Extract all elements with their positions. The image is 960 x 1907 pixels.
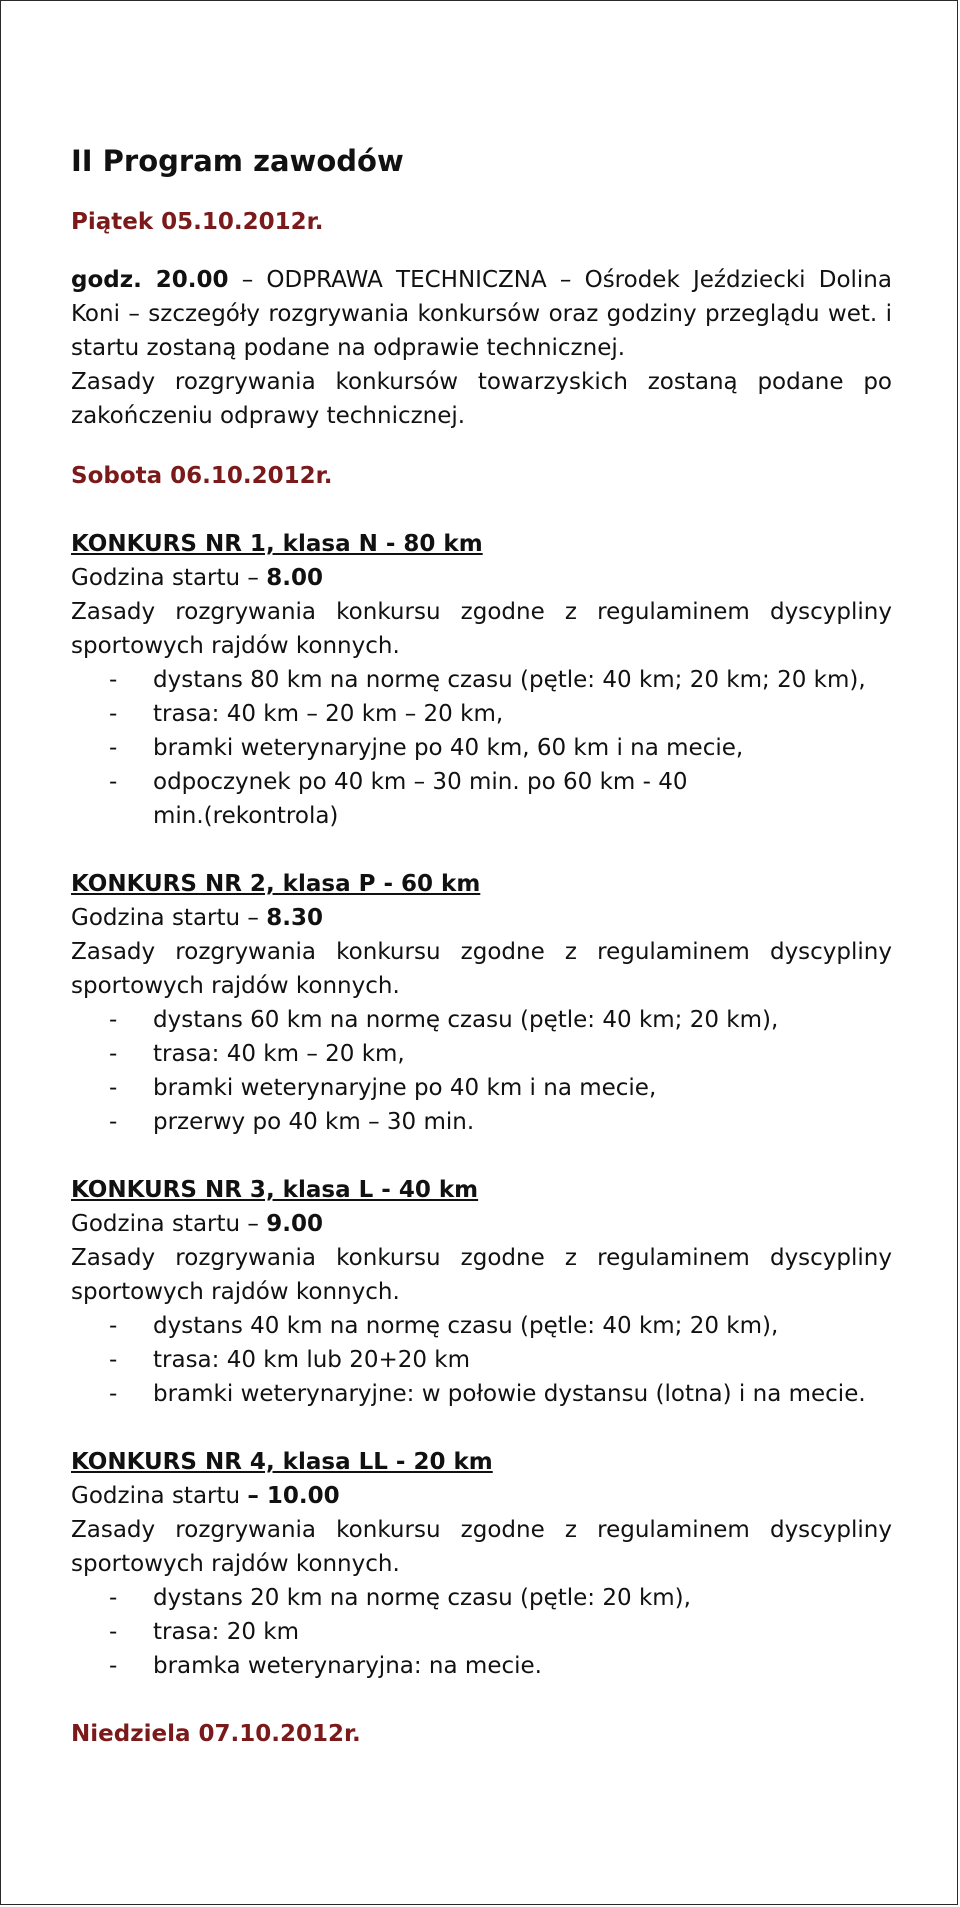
friday-briefing-time: godz. 20.00 [71,267,229,293]
contest-2 [71,867,892,1139]
contest-rules: Zasady rozgrywania konkursu zgodne z regulaminem dyscypliny sportowych rajdów konnych. [71,939,892,999]
list-item: - dystans 40 km na normę czasu (pętle: 40 km; 20 km), [109,1309,892,1343]
start-time: – 10.00 [247,1483,340,1509]
start-label: Godzina startu [71,1483,248,1509]
contest-rules: Zasady rozgrywania konkursu zgodne z regulaminem dyscypliny sportowych rajdów konnych. [71,1245,892,1305]
friday-briefing-text: – ODPRAWA TECHNICZNA – Ośrodek Jeździecki Dolina Koni – szczegóły rozgrywania konkursów oraz godziny przeglądu wet. i startu zostaną podane na odprawie technicznej. [71,267,892,361]
list-item: - bramka weterynaryjna: na mecie. [109,1649,892,1683]
contest-start [71,1207,892,1241]
list-item: - trasa: 20 km [109,1615,892,1649]
list-item: - odpoczynek po 40 km – 30 min. po 60 km - 40 min.(rekontrola) [109,765,713,833]
contest-1 [71,527,892,833]
contest-3 [71,1173,892,1411]
list-item: - dystans 80 km na normę czasu (pętle: 40 km; 20 km; 20 km), [109,663,892,697]
list-item: - trasa: 40 km – 20 km, [109,1037,892,1071]
contest-title: KONKURS NR 4, klasa LL - 20 km [71,1449,493,1475]
list-item: - dystans 20 km na normę czasu (pętle: 20 km), [109,1581,892,1615]
list-item: - przerwy po 40 km – 30 min. [109,1105,892,1139]
list-item: - trasa: 40 km lub 20+20 km [109,1343,892,1377]
contest-title: KONKURS NR 3, klasa L - 40 km [71,1177,479,1203]
friday-briefing-paragraph [71,263,892,365]
contest-start [71,561,892,595]
list-item: - bramki weterynaryjne: w połowie dystansu (lotna) i na mecie. [109,1377,892,1411]
contest-4 [71,1445,892,1683]
start-label: Godzina startu – [71,905,267,931]
day-heading-saturday: Sobota 06.10.2012r. [71,463,333,489]
contest-title: KONKURS NR 1, klasa N - 80 km [71,531,483,557]
friday-rules-paragraph: Zasady rozgrywania konkursów towarzyskich zostaną podane po zakończeniu odprawy technicznej. [71,369,892,429]
start-label: Godzina startu – [71,1211,267,1237]
list-item: - dystans 60 km na normę czasu (pętle: 40 km; 20 km), [109,1003,892,1037]
contest-rules: Zasady rozgrywania konkursu zgodne z regulaminem dyscypliny sportowych rajdów konnych. [71,599,892,659]
list-item: - bramki weterynaryjne po 40 km, 60 km i na mecie, [109,731,892,765]
contest-title: KONKURS NR 2, klasa P - 60 km [71,871,481,897]
start-time: 9.00 [266,1211,323,1237]
contest-items-list [71,663,892,833]
list-item: - trasa: 40 km – 20 km – 20 km, [109,697,892,731]
contest-items-list [71,1309,892,1411]
page-title: II Program zawodów [71,144,404,178]
contest-start [71,1479,892,1513]
day-heading-friday: Piątek 05.10.2012r. [71,209,324,235]
day-heading-sunday: Niedziela 07.10.2012r. [71,1721,361,1747]
contest-rules: Zasady rozgrywania konkursu zgodne z regulaminem dyscypliny sportowych rajdów konnych. [71,1517,892,1577]
list-item: - bramki weterynaryjne po 40 km i na mecie, [109,1071,892,1105]
contest-start [71,901,892,935]
contest-items-list [71,1003,892,1139]
start-label: Godzina startu – [71,565,267,591]
start-time: 8.00 [266,565,323,591]
contest-items-list [71,1581,892,1683]
document-content [71,141,892,1751]
start-time: 8.30 [266,905,323,931]
